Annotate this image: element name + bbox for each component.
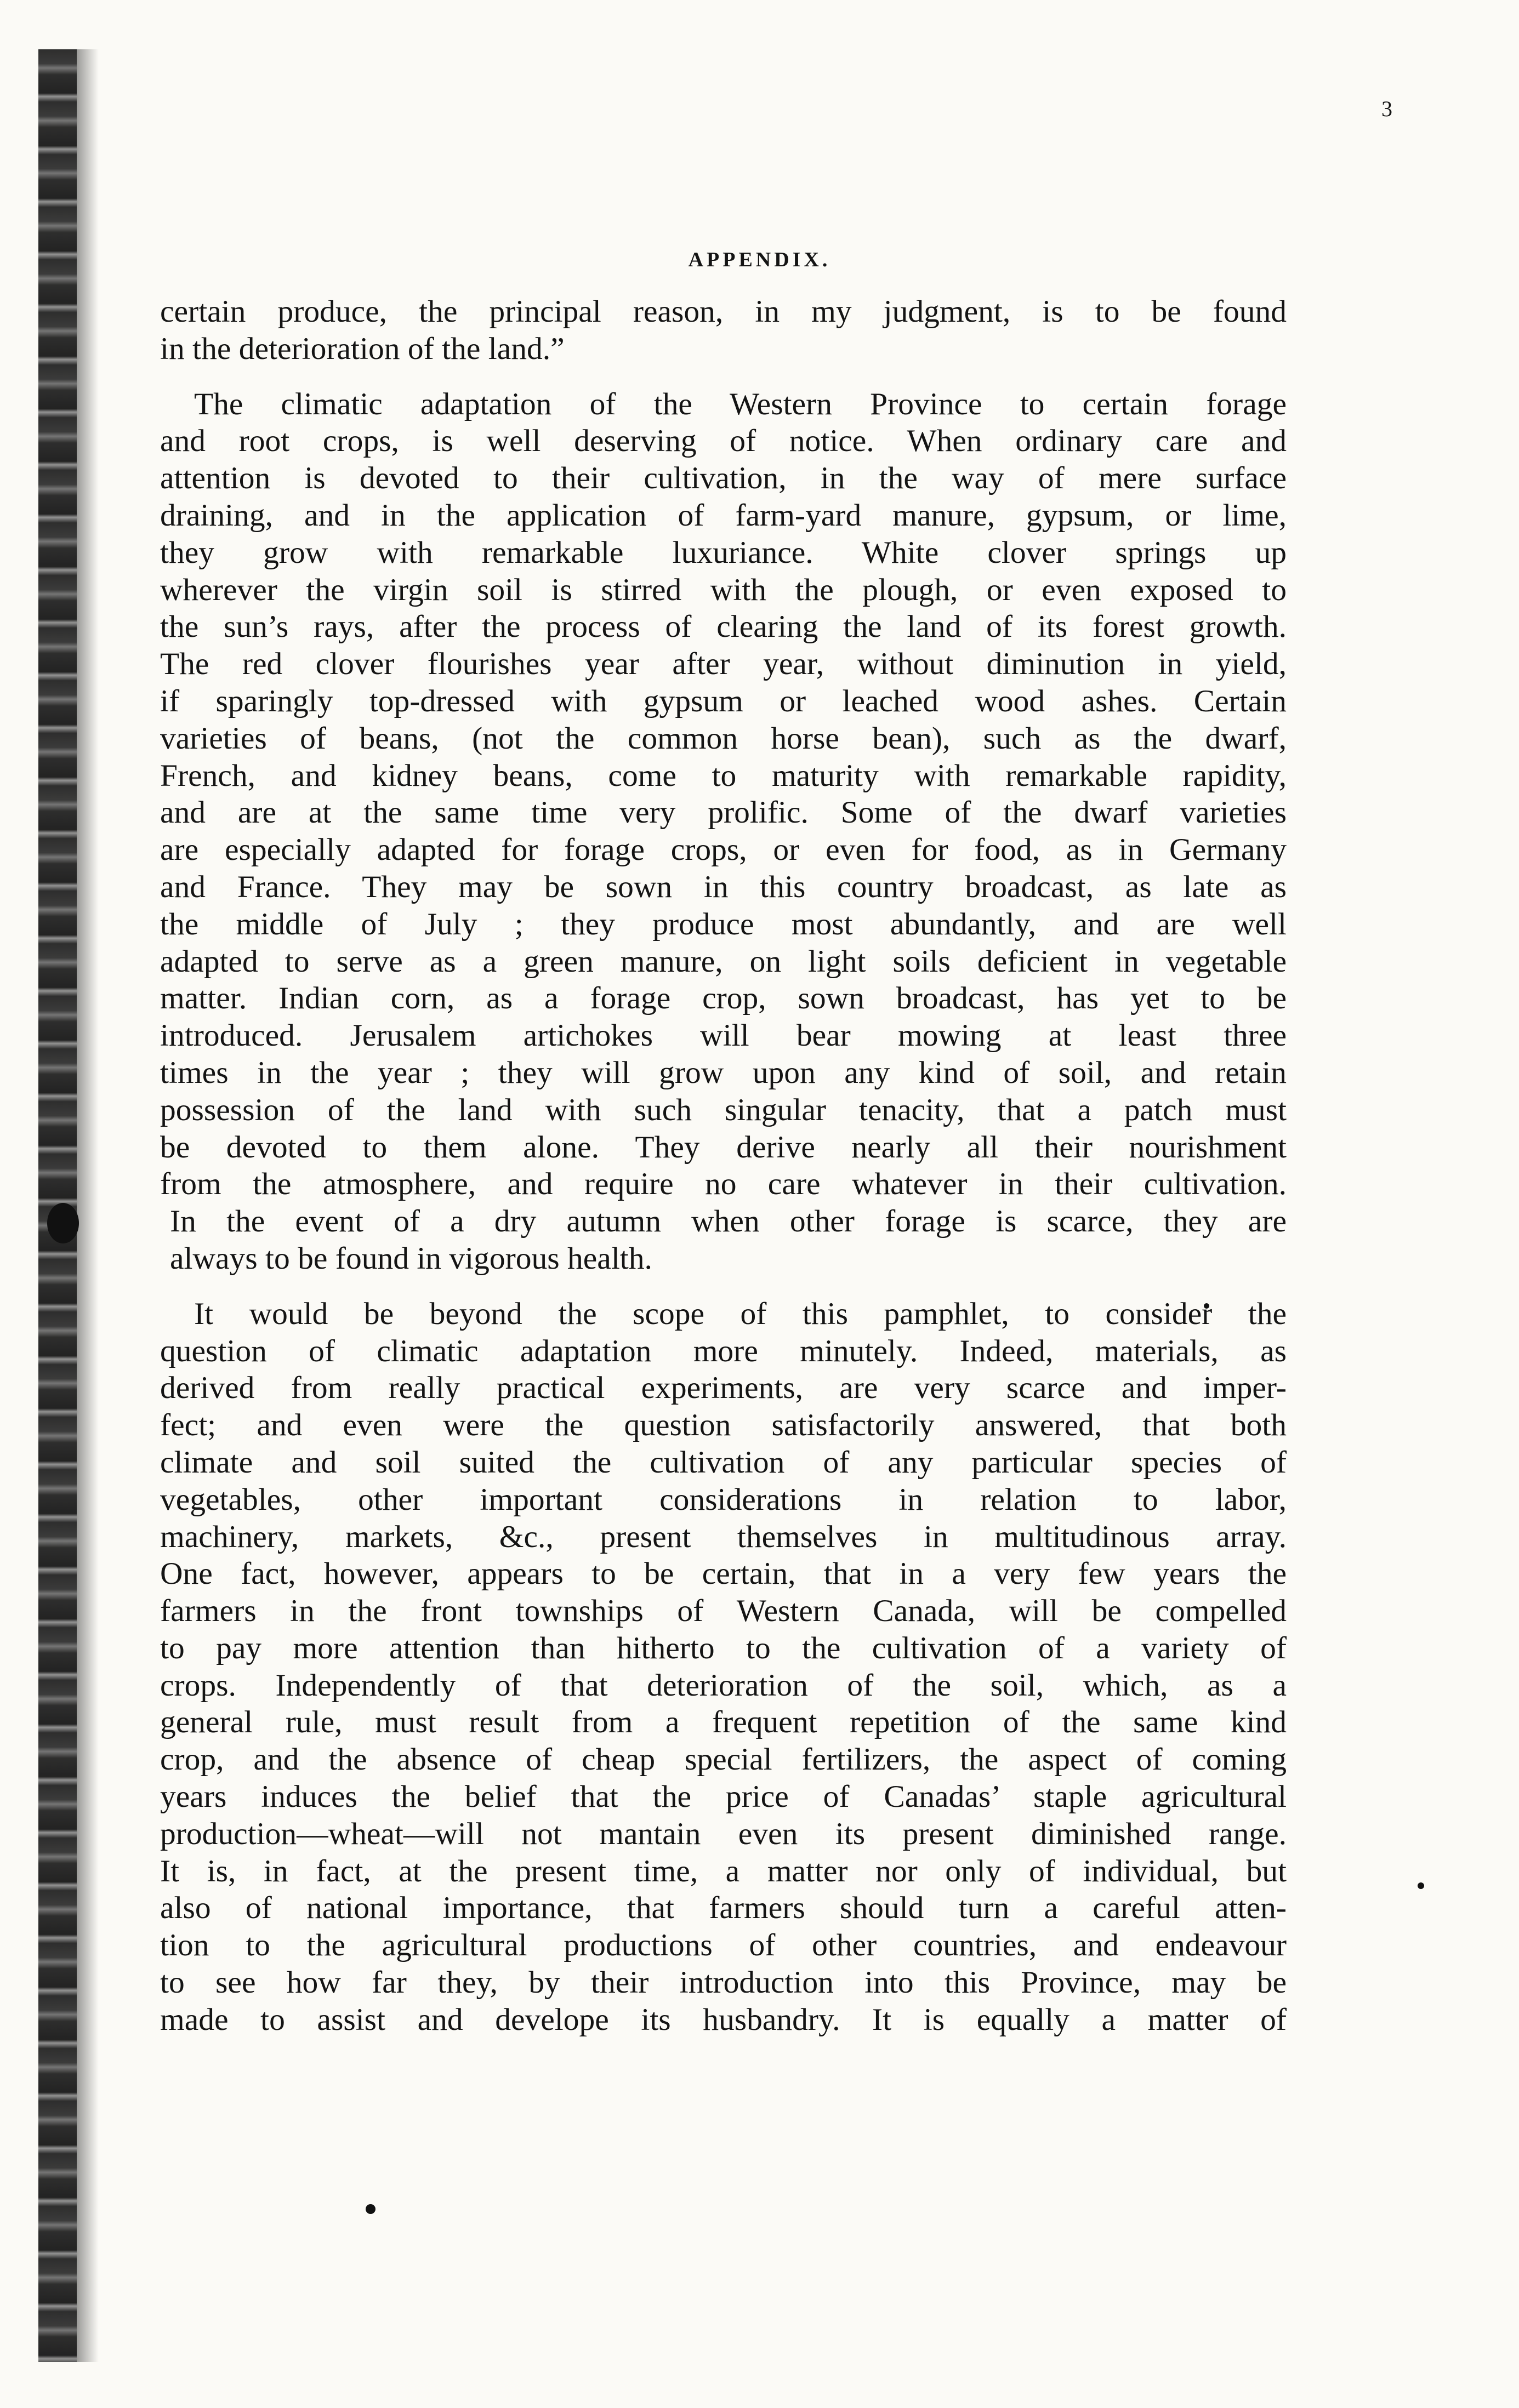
text-line: It would be beyond the scope of this pamphlet, to consider the bbox=[194, 1296, 1287, 1331]
text-line: The red clover flourishes year after year, without diminution in yield, bbox=[160, 647, 1287, 682]
text-line: varieties of beans, (not the common horse bean), such as the dwarf, bbox=[160, 721, 1287, 756]
text-line: The climatic adaptation of the Western Province to certain forage bbox=[194, 386, 1287, 421]
text-line: crop, and the absence of cheap special fertilizers, the aspect of coming bbox=[160, 1742, 1287, 1777]
paragraph bbox=[160, 1296, 1287, 2039]
text-line: farmers in the front townships of Western Canada, will be compelled bbox=[160, 1594, 1287, 1629]
text-line: general rule, must result from a frequent repetition of the same kind bbox=[160, 1705, 1287, 1740]
text-line: be devoted to them alone. They derive nearly all their nourishment bbox=[160, 1129, 1287, 1165]
text-line: It is, in fact, at the present time, a matter nor only of individual, but bbox=[160, 1853, 1287, 1888]
text-line: the sun’s rays, after the process of clearing the land of its forest growth. bbox=[160, 609, 1287, 644]
text-line: they grow with remarkable luxuriance. White clover springs up bbox=[160, 535, 1287, 570]
text-line: certain produce, the principal reason, in my judgment, is to be found bbox=[160, 294, 1287, 329]
text-line: years induces the belief that the price of Canadas’ staple agricultural bbox=[160, 1779, 1287, 1814]
text-line: adapted to serve as a green manure, on light soils deficient in vegetable bbox=[160, 944, 1287, 979]
text-line: made to assist and develope its husbandry. It is equally a matter of bbox=[160, 2002, 1287, 2037]
text-line: French, and kidney beans, come to maturity with remarkable rapidity, bbox=[160, 758, 1287, 793]
page-mark: 3 bbox=[1381, 96, 1392, 121]
text-line: times in the year ; they will grow upon any kind of soil, and retain bbox=[160, 1055, 1287, 1090]
running-head: APPENDIX. bbox=[688, 248, 831, 271]
text-line: draining, and in the application of farm-yard manure, gypsum, or lime, bbox=[160, 498, 1287, 533]
text-line: machinery, markets, &c., present themselves in multitudinous array. bbox=[160, 1519, 1287, 1554]
text-line: if sparingly top-dressed with gypsum or leached wood ashes. Certain bbox=[160, 683, 1287, 718]
binding-shadow bbox=[77, 49, 99, 2362]
paragraph bbox=[160, 386, 1287, 1277]
text-line: are especially adapted for forage crops, or even for food, as in Germany bbox=[160, 832, 1287, 868]
text-line: and France. They may be sown in this country broadcast, as late as bbox=[160, 869, 1287, 904]
text-line: climate and soil suited the cultivation of any particular species of bbox=[160, 1445, 1287, 1480]
ink-speck bbox=[366, 2204, 376, 2214]
text-line: always to be found in vigorous health. bbox=[170, 1241, 652, 1276]
text-line: possession of the land with such singular tenacity, that a patch must bbox=[160, 1092, 1287, 1127]
text-line: also of national importance, that farmers should turn a careful atten- bbox=[160, 1891, 1287, 1926]
text-line: to pay more attention than hitherto to the cultivation of a variety of bbox=[160, 1630, 1287, 1665]
text-line: the middle of July ; they produce most abundantly, and are well bbox=[160, 906, 1287, 941]
text-line: One fact, however, appears to be certain, that in a very few years the bbox=[160, 1556, 1287, 1591]
text-line: attention is devoted to their cultivation, in the way of mere surface bbox=[160, 461, 1287, 496]
text-line: question of climatic adaptation more minutely. Indeed, materials, as bbox=[160, 1333, 1287, 1368]
text-line: introduced. Jerusalem artichokes will bear mowing at least three bbox=[160, 1018, 1287, 1053]
text-line: tion to the agricultural productions of other countries, and endeavour bbox=[160, 1928, 1287, 1963]
text-line: fect; and even were the question satisfactorily answered, that both bbox=[160, 1408, 1287, 1443]
text-line: production—wheat—will not mantain even its present diminished range. bbox=[160, 1816, 1287, 1851]
text-line: In the event of a dry autumn when other forage is scarce, they are bbox=[170, 1204, 1287, 1239]
text-line: and root crops, is well deserving of notice. When ordinary care and bbox=[160, 424, 1287, 459]
text-line: matter. Indian corn, as a forage crop, sown broadcast, has yet to be bbox=[160, 981, 1287, 1016]
text-line: derived from really practical experiments, are very scarce and imper- bbox=[160, 1371, 1287, 1406]
text-line: from the atmosphere, and require no care whatever in their cultivation. bbox=[160, 1167, 1287, 1202]
paragraph bbox=[160, 293, 1287, 368]
ink-speck bbox=[1418, 1882, 1424, 1889]
body-text bbox=[160, 293, 1287, 2039]
ink-speck bbox=[47, 1203, 79, 1243]
text-line: and are at the same time very prolific. Some of the dwarf varieties bbox=[160, 795, 1287, 830]
text-line: in the deterioration of the land.” bbox=[160, 331, 565, 366]
text-line: to see how far they, by their introduction into this Province, may be bbox=[160, 1965, 1287, 2000]
text-line: vegetables, other important considerations in relation to labor, bbox=[160, 1482, 1287, 1517]
text-line: crops. Independently of that deterioration of the soil, which, as a bbox=[160, 1668, 1287, 1703]
text-line: wherever the virgin soil is stirred with the plough, or even exposed to bbox=[160, 572, 1287, 607]
